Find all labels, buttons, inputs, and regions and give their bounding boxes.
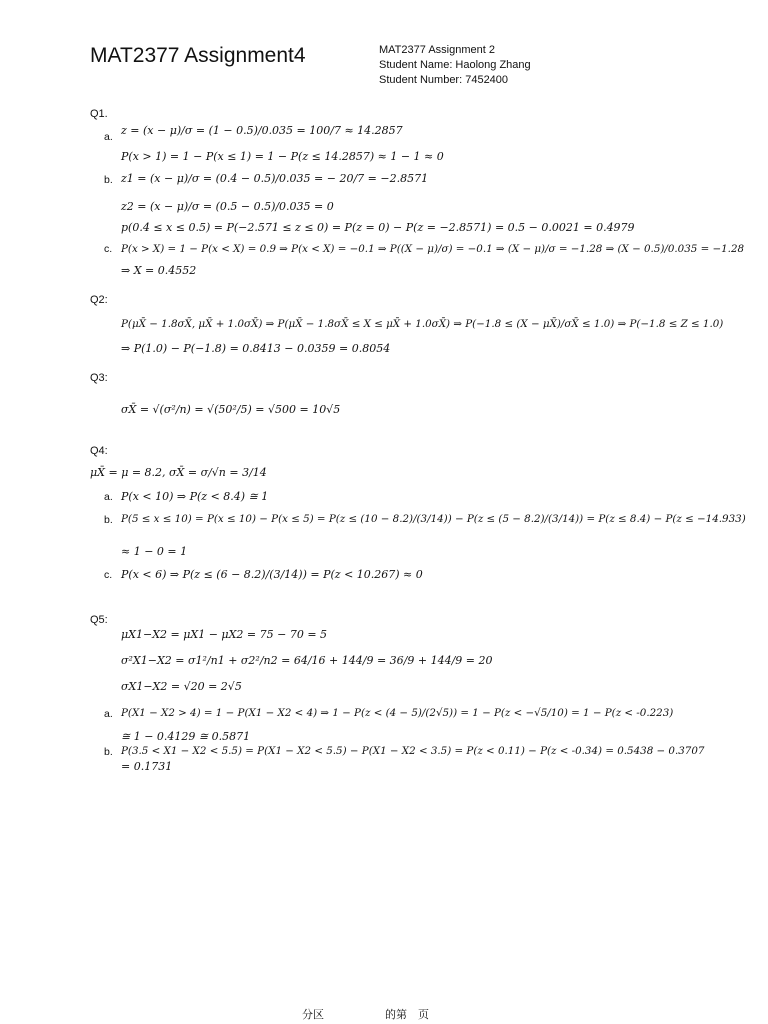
- q3-line1: σX̄ = √(σ²/n) = √(50²/5) = √500 = 10√5: [121, 403, 341, 416]
- q4-b-line2: ≈ 1 − 0 = 1: [121, 545, 188, 558]
- q1-c-line2: ⇒ X = 0.4552: [121, 264, 197, 277]
- q1-label: Q1.: [90, 108, 108, 120]
- q2-line1: P(μX̄ − 1.8σX̄, μX̄ + 1.0σX̄) ⇒ P(μX̄ − 1.8σX̄ ≤ X ≤ μX̄ + 1.0σX̄) ⇒ P(−1.8 ≤ (X − μX̄)/σX̄ ≤ 1.0) ⇒ P(−1.8 ≤ Z ≤ 1.0): [121, 318, 724, 330]
- q2-line2: ⇒ P(1.0) − P(−1.8) = 0.8413 − 0.0359 = 0.8054: [121, 342, 391, 355]
- q5-a-line2: ≅ 1 − 0.4129 ≅ 0.5871: [121, 730, 251, 743]
- q4-a-line1: P(x < 10) ⇒ P(z < 8.4) ≅ 1: [121, 490, 269, 503]
- q5-line2: σ²X1−X2 = σ1²/n1 + σ2²/n2 = 64/16 + 144/9 = 36/9 + 144/9 = 20: [121, 654, 493, 667]
- q4-label: Q4:: [90, 445, 108, 457]
- q4-b-label: b.: [104, 514, 113, 526]
- q5-a-line1: P(X1 − X2 > 4) = 1 − P(X1 − X2 < 4) ⇒ 1 − P(z < (4 − 5)/(2√5)) = 1 − P(z < −√5/10) = 1 − P(z < -0.223): [121, 707, 674, 719]
- q3-label: Q3:: [90, 372, 108, 384]
- q1-a-line1: z = (x − μ)/σ = (1 − 0.5)/0.035 = 100/7 ≈ 14.2857: [121, 124, 403, 137]
- footer-page-label: 的第 页: [385, 1008, 429, 1021]
- q1-b-line2: z2 = (x − μ)/σ = (0.5 − 0.5)/0.035 = 0: [121, 200, 334, 213]
- q1-a-label: a.: [104, 131, 113, 143]
- q5-label: Q5:: [90, 614, 108, 626]
- q4-c-label: c.: [104, 569, 113, 581]
- q2-label: Q2:: [90, 294, 108, 306]
- q1-a-line2: P(x > 1) = 1 − P(x ≤ 1) = 1 − P(z ≤ 14.2857) ≈ 1 − 1 ≈ 0: [121, 150, 444, 163]
- q4-a-label: a.: [104, 491, 113, 503]
- q4-line0: μX̄ = μ = 8.2, σX̄ = σ/√n = 3/14: [90, 466, 267, 479]
- header-course: MAT2377 Assignment 2: [379, 44, 495, 56]
- q4-c-line1: P(x < 6) ⇒ P(z ≤ (6 − 8.2)/(3/14)) = P(z < 10.267) ≈ 0: [121, 568, 423, 581]
- q1-b-line3: p(0.4 ≤ x ≤ 0.5) = P(−2.571 ≤ z ≤ 0) = P(z = 0) − P(z = −2.8571) = 0.5 − 0.0021 = 0.4979: [121, 221, 635, 234]
- q4-b-line1: P(5 ≤ x ≤ 10) = P(x ≤ 10) − P(x ≤ 5) = P(z ≤ (10 − 8.2)/(3/14)) − P(z ≤ (5 − 8.2)/(3/14)) = P(z ≤ 8.4) − P(z ≤ −14.933): [121, 513, 746, 525]
- header-student-name: Student Name: Haolong Zhang: [379, 59, 531, 71]
- q5-line1: μX1−X2 = μX1 − μX2 = 75 − 70 = 5: [121, 628, 328, 641]
- q1-c-line1: P(x > X) = 1 − P(x < X) = 0.9 ⇒ P(x < X) = −0.1 ⇒ P((X − μ)/σ) = −0.1 ⇒ (X − μ)/σ = −1.28 ⇒ (X − 0.5)/0.035 = −1.28: [121, 243, 745, 255]
- document-title: MAT2377 Assignment4: [90, 44, 306, 67]
- q5-b-line1: P(3.5 < X1 − X2 < 5.5) = P(X1 − X2 < 5.5) − P(X1 − X2 < 3.5) = P(z < 0.11) − P(z < -0.34) = 0.5438 − 0.3707: [121, 745, 705, 757]
- footer-section-label: 分区: [302, 1008, 324, 1021]
- q5-b-label: b.: [104, 746, 113, 758]
- q1-c-label: c.: [104, 243, 113, 255]
- q5-a-label: a.: [104, 708, 113, 720]
- header-student-number: Student Number: 7452400: [379, 74, 509, 86]
- q1-b-label: b.: [104, 174, 113, 186]
- q5-b-line2: = 0.1731: [121, 760, 173, 773]
- q5-line3: σX1−X2 = √20 = 2√5: [121, 680, 242, 693]
- q1-b-line1: z1 = (x − μ)/σ = (0.4 − 0.5)/0.035 = − 20/7 = −2.8571: [121, 172, 429, 185]
